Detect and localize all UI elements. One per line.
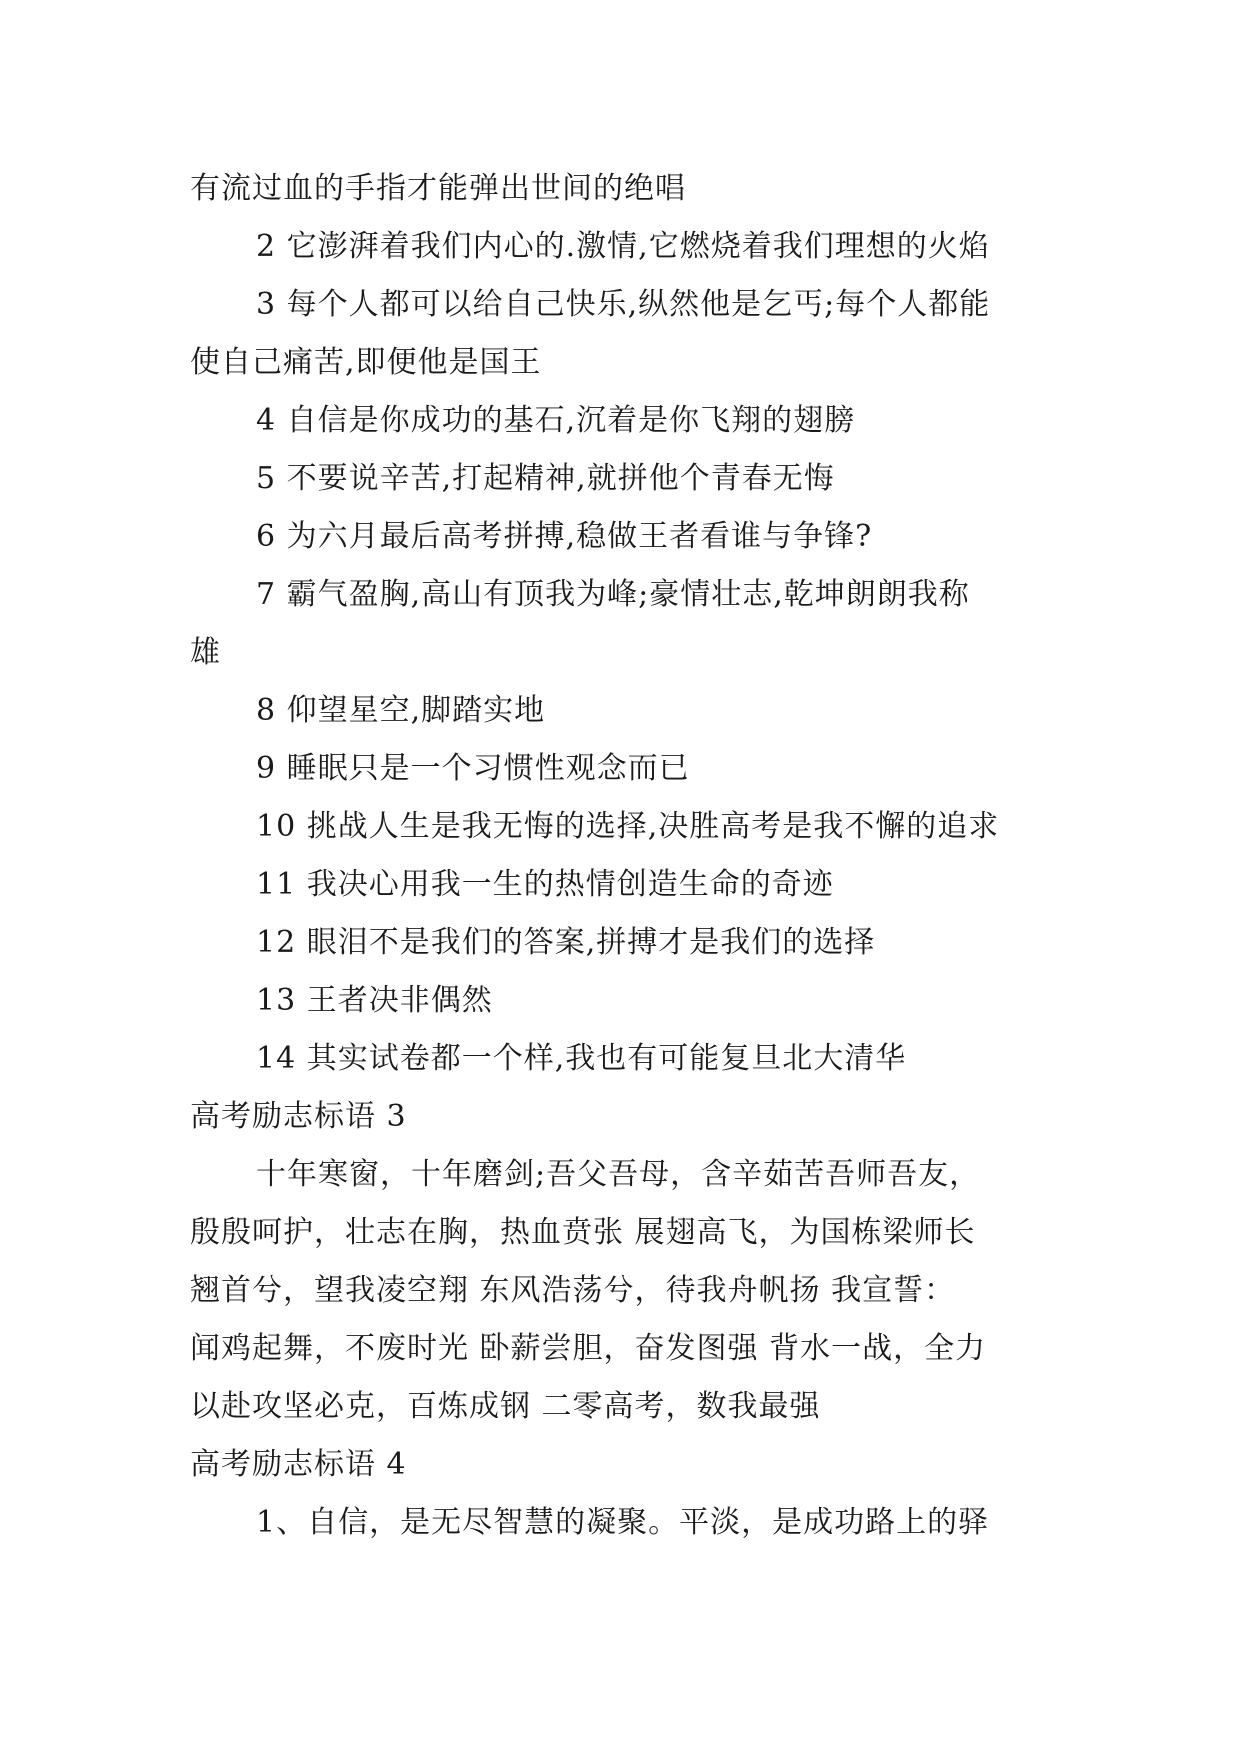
slogan-item-10: 10 挑战人生是我无悔的选择,决胜高考是我不懈的追求 (256, 809, 1000, 844)
section-heading-3: 高考励志标语 3 (190, 1099, 407, 1134)
slogan-item-13: 13 王者决非偶然 (256, 983, 493, 1018)
paragraph-line: 以赴攻坚必克，百炼成钢 二零高考，数我最强 (190, 1389, 821, 1424)
slogan-item-11: 11 我决心用我一生的热情创造生命的奇迹 (256, 867, 834, 902)
document-body (190, 160, 1060, 1552)
slogan-item-14: 14 其实试卷都一个样,我也有可能复旦北大清华 (256, 1041, 907, 1076)
text-line: 有流过血的手指才能弹出世间的绝唱 (190, 171, 686, 206)
slogan-item-6: 6 为六月最后高考拼搏,稳做王者看谁与争锋? (256, 519, 873, 554)
slogan-item-2: 2 它澎湃着我们内心的.激情,它燃烧着我们理想的火焰 (256, 229, 990, 264)
slogan-item-4: 4 自信是你成功的基石,沉着是你飞翔的翅膀 (256, 403, 856, 438)
text-line: 使自己痛苦,即便他是国王 (190, 345, 542, 380)
text-line: 雄 (190, 635, 221, 670)
paragraph-line: 闻鸡起舞，不废时光 卧薪尝胆，奋发图强 背水一战，全力 (190, 1331, 987, 1366)
slogan-item-3: 3 每个人都可以给自己快乐,纵然他是乞丐;每个人都能 (256, 287, 991, 322)
paragraph-line: 十年寒窗，十年磨剑;吾父吾母，含辛茹苦吾师吾友， (256, 1157, 981, 1192)
slogan-item-9: 9 睡眠只是一个习惯性观念而已 (256, 751, 690, 786)
slogan-item-7: 7 霸气盈胸,高山有顶我为峰;豪情壮志,乾坤朗朗我称 (256, 577, 970, 612)
paragraph-line: 1、自信，是无尽智慧的凝聚。平淡，是成功路上的驿 (256, 1505, 990, 1540)
slogan-item-12: 12 眼泪不是我们的答案,拼搏才是我们的选择 (256, 925, 876, 960)
paragraph-line: 翘首兮，望我凌空翔 东风浩荡兮，待我舟帆扬 我宣誓： (190, 1273, 956, 1308)
section-heading-4: 高考励志标语 4 (190, 1447, 407, 1482)
slogan-item-5: 5 不要说辛苦,打起精神,就拼他个青春无悔 (256, 461, 835, 496)
slogan-item-8: 8 仰望星空,脚踏实地 (256, 693, 546, 728)
paragraph-line: 殷殷呵护，壮志在胸，热血贲张 展翅高飞，为国栋梁师长 (190, 1215, 976, 1250)
